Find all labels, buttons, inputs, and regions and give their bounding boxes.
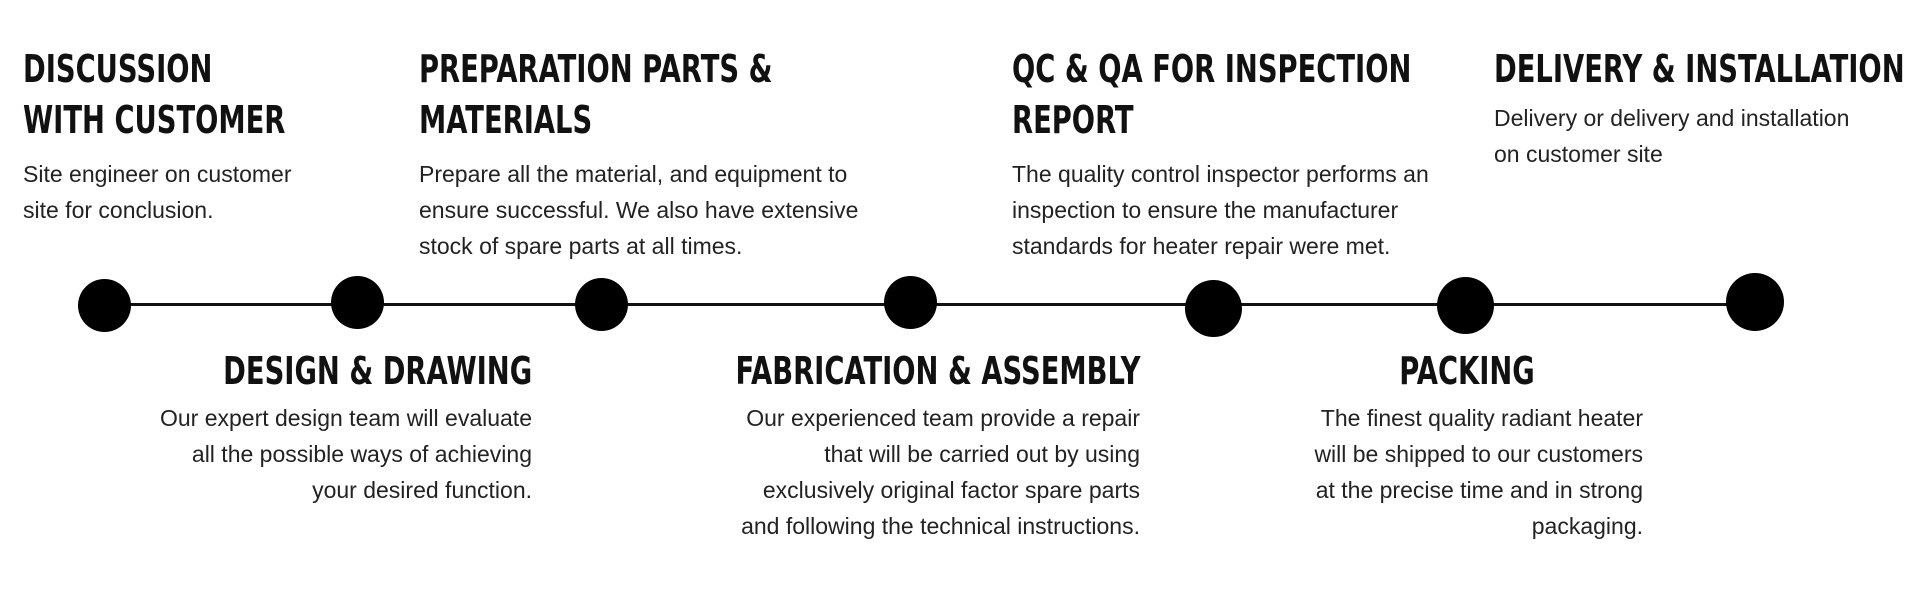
step-description-line: exclusively original factor spare parts [762, 477, 1140, 503]
step-packing [1314, 400, 1643, 544]
step-title [419, 44, 772, 146]
step-description [1314, 400, 1643, 544]
step-description [1012, 156, 1567, 264]
step-discussion [23, 44, 387, 228]
step-title-line: QC & QA FOR INSPECTION [1012, 47, 1412, 91]
step-description-line: Delivery or delivery and installation [1494, 105, 1850, 131]
step-description-line: Prepare all the material, and equipment to [419, 161, 848, 187]
step-title [1012, 44, 1411, 146]
step-description-line: will be shipped to our customers [1314, 441, 1643, 467]
step-description-line: packaging. [1531, 513, 1643, 539]
step-title [223, 346, 532, 397]
step-qc-qa [1012, 44, 1567, 264]
step-title [23, 44, 285, 146]
timeline-dot-5 [1185, 280, 1242, 337]
step-title-line: FABRICATION & ASSEMBLY [735, 349, 1140, 393]
step-title-line: DELIVERY & INSTALLATION [1494, 47, 1905, 91]
step-description [1494, 100, 1920, 172]
step-description-line: all the possible ways of achieving [191, 441, 532, 467]
step-description-line: at the precise time and in strong [1315, 477, 1643, 503]
step-packing-title-wrap [1317, 346, 1617, 397]
step-fabrication [578, 346, 1140, 544]
timeline-dot-2 [331, 276, 384, 329]
step-title-line: PREPARATION PARTS & [419, 47, 773, 91]
step-title [1494, 44, 1905, 95]
step-title-line: REPORT [1012, 98, 1134, 142]
step-description-line: site for conclusion. [23, 197, 214, 223]
step-delivery [1494, 44, 1920, 172]
step-description [23, 156, 387, 228]
step-design [103, 346, 532, 508]
step-title [1359, 346, 1575, 397]
timeline-dot-6 [1437, 277, 1494, 334]
step-description-line: on customer site [1494, 141, 1663, 167]
step-description-line: standards for heater repair were met. [1012, 233, 1391, 259]
step-description-line: Site engineer on customer [23, 161, 292, 187]
step-description-line: ensure successful. We also have extensive [419, 197, 859, 223]
step-description-line: inspection to ensure the manufacturer [1012, 197, 1399, 223]
step-title-line: MATERIALS [419, 98, 593, 142]
step-description-line: that will be carried out by using [824, 441, 1140, 467]
step-description-line: your desired function. [312, 477, 532, 503]
step-preparation [419, 44, 910, 264]
step-title-line: PACKING [1399, 349, 1535, 393]
timeline-dot-1 [78, 279, 131, 332]
step-title [735, 346, 1140, 397]
step-description-line: Our experienced team provide a repair [746, 405, 1140, 431]
step-description [103, 400, 532, 508]
step-title-line: WITH CUSTOMER [23, 98, 286, 142]
step-description-line: Our expert design team will evaluate [159, 405, 532, 431]
step-description-line: stock of spare parts at all times. [419, 233, 743, 259]
step-description-line: and following the technical instructions. [741, 513, 1140, 539]
timeline-dot-4 [884, 276, 937, 329]
timeline-dot-3 [575, 278, 628, 331]
step-title-line: DISCUSSION [23, 47, 213, 91]
step-title-line: DESIGN & DRAWING [223, 349, 532, 393]
step-description-line: The finest quality radiant heater [1320, 405, 1643, 431]
timeline-dot-7 [1726, 273, 1784, 331]
step-description [578, 400, 1140, 544]
step-description [419, 156, 910, 264]
step-description-line: The quality control inspector performs an [1012, 161, 1429, 187]
